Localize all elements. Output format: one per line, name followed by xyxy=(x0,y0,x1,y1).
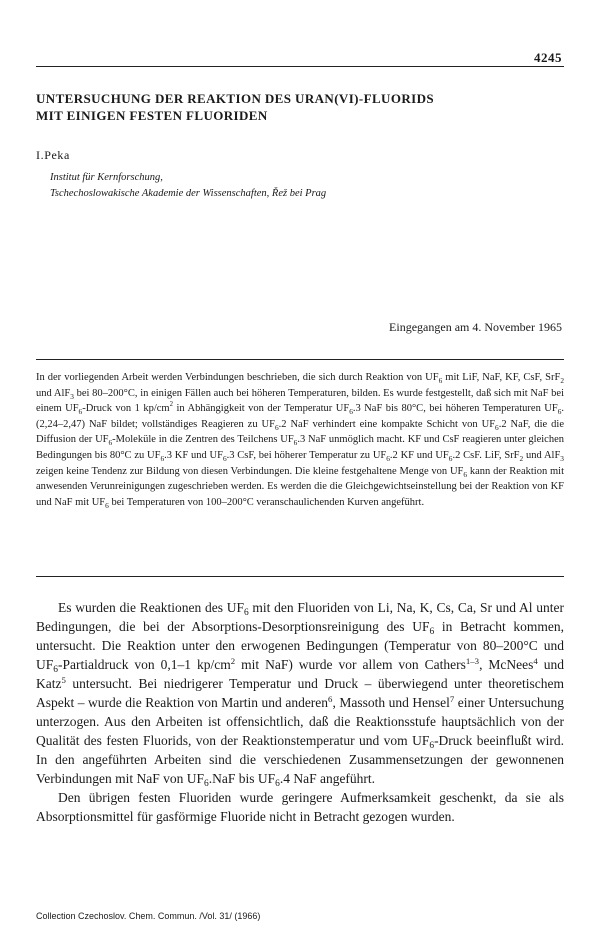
body-text xyxy=(36,598,564,826)
affiliation-line-1: Institut für Kernforschung, xyxy=(50,172,163,183)
abstract-top-rule xyxy=(36,359,564,360)
body-paragraph-2: Den übrigen festen Fluoriden wurde geringere Aufmerksamkeit geschenkt, da sie als Absorptionsmittel für gasförmige Fluoride nicht in Betracht gezogen wurden. xyxy=(36,790,564,824)
page-number: 4245 xyxy=(534,50,562,65)
ref-massoth: 7 xyxy=(449,694,455,704)
ref-martin: 6 xyxy=(328,694,333,704)
abstract-bottom-rule xyxy=(36,576,564,577)
ref-mcnees: 4 xyxy=(533,656,538,666)
body-paragraph-1: Es wurden die Reaktionen des $UF_6$ mit den Fluoriden von Li, Na, K, Cs, Ca, Sr und Al unter Bedingungen, die bei der Absorptions-Desorptionsreinigung des $UF_6$ in Betracht kommen, untersucht. Die Reaktion unter den erwogenen Bedingungen (Temperatur von 80–200°C und $UF_6$-Partialdruck von 0,1–1 $kp/cm^2$ mit NaF) wurde vor allem von Cathers$^{1-3}$, McNees$^4$ und Katz$^5$ untersucht. Bei niedrigerer Temperatur und Druck – überwiegend unter theoretischem Aspekt – wurde die Reaktion von Martin und anderen$^6$, Massoth und Hensel$^7$ einer Untersuchung unterzogen. Aus den Arbeiten ist offensichtlich, daß die Reaktionsstufe hauptsächlich von der Qualität des festen Fluorids, von der Reaktionstemperatur und vom $UF_6$-Druck beeinflußt wird. In den angeführten Arbeiten sind die verschiedenen Zusammensetzungen der gewonnenen Verbindungen mit NaF von $UF_6.NaF$ bis $UF_6.4$ NaF angeführt. xyxy=(36,600,565,789)
abstract: In der vorliegenden Arbeit werden Verbindungen beschrieben, die sich durch Reaktion von $UF_6$ mit LiF, NaF, KF, CsF, SrF$_2$ und AlF$_3$ bei 80–200°C, in einigen Fällen auch bei höheren Temperaturen, bilden. Es wurde festgestellt, daß sich mit NaF bei einem $UF_6$-Druck von 1 $kp/cm^2$ in Abhängigkeit von der Temperatur $UF_6.3$ NaF bis 80°C, bei höheren Temperaturen $UF_6.(2,24-2,47)$ NaF bildet; vollständiges Reagieren zu $UF_6.2$ NaF verhindert eine kompakte Schicht von $UF_6.2$ NaF, die die Diffusion der $UF_6$-Moleküle in die Zentren des Teilchens $UF_6.3$ NaF unmöglich macht. KF und CsF reagieren unter gleichen Bedingungen bis 80°C zu $UF_6.3$ KF und $UF_6.3$ CsF, bei höherer Temperatur zu $UF_6.2$ KF und $UF_6.2$ CsF. LiF, SrF$_2$ und AlF$_3$ zeigen keine Tendenz zur Bildung von diesen Verbindungen. Die kleine festgehaltene Menge von $UF_6$ kann der Reaktion mit anwesenden Verunreinigungen zugeschrieben werden. Es werden die die Gleichgewichtseinstellung bei der Reaktion von KF und NaF mit $UF_6$ bei Temperaturen von 100–200°C veranschaulichenden Kurven angeführt. xyxy=(36,372,565,510)
header-rule xyxy=(36,66,564,67)
ref-katz: 5 xyxy=(61,675,66,685)
received-date: Eingegangen am 4. November 1965 xyxy=(389,320,562,334)
affiliation-line-2: Tschechoslowakische Akademie der Wissenschaften, Řež bei Prag xyxy=(50,188,327,199)
journal-footer: Collection Czechoslov. Chem. Commun. /Vol. 31/ (1966) xyxy=(36,911,261,921)
title-line-2: MIT EINIGEN FESTEN FLUORIDEN xyxy=(36,108,268,123)
article-title xyxy=(36,90,564,124)
ref-cathers: 1–3 xyxy=(465,656,480,666)
title-line-1: UNTERSUCHUNG DER REAKTION DES URAN(VI)-FLUORIDS xyxy=(36,91,435,106)
author-name: I.Peka xyxy=(36,148,70,162)
